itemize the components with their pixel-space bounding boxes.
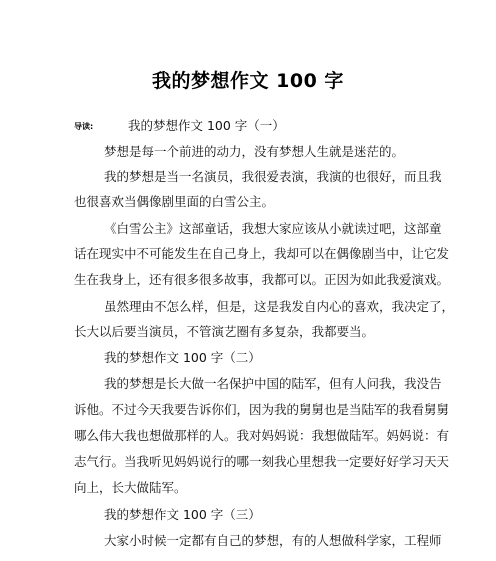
paragraph-line: 《白雪公主》这部童话，我想大家应该从小就读过吧，这部童	[104, 221, 442, 236]
paragraph-line: 志气行。当我听见妈妈说行的哪一刻我心里想我一定要好好学习天天	[74, 454, 450, 469]
paragraph-line: 话在现实中不可能发生在自己身上，我却可以在偶像剧当中，让它发	[74, 246, 450, 261]
section-heading-2: 我的梦想作文 100 字（二）	[104, 350, 261, 365]
paragraph-line: 诉他。不过今天我要告诉你们，因为我的舅舅也是当陆军的我看舅舅	[74, 402, 450, 417]
paragraph-line: 梦想是每一个前进的动力，没有梦想人生就是迷茫的。	[104, 144, 405, 159]
paragraph-line: 哪么伟大我也想做那样的人。我对妈妈说：我想做陆军。妈妈说：有	[74, 428, 450, 443]
document-title: 我的梦想作文 100 字	[152, 70, 344, 92]
paragraph-line: 也很喜欢当偶像剧里面的白雪公主。	[74, 194, 275, 209]
paragraph-line: 向上，长大做陆军。	[74, 480, 187, 495]
paragraph-line: 我的梦想是长大做一名保护中国的陆军，但有人问我，我没告	[104, 376, 442, 391]
guide-label: 导读:	[74, 122, 94, 131]
section-heading-3: 我的梦想作文 100 字（三）	[104, 507, 261, 522]
paragraph-line: 大家小时候一定都有自己的梦想，有的人想做科学家，工程师	[104, 533, 442, 548]
paragraph-line: 虽然理由不怎么样，但是，这是我发自内心的喜欢，我决定了，	[104, 299, 455, 314]
paragraph-line: 长大以后要当演员，不管演艺圈有多复杂，我都要当。	[74, 324, 375, 339]
paragraph-line: 我的梦想是当一名演员，我很爱表演，我演的也很好，而且我	[104, 169, 442, 184]
paragraph-line: 生在我身上，还有很多很多故事，我都可以。正因为如此我爱演戏。	[74, 272, 450, 287]
section-heading-1: 我的梦想作文 100 字（一）	[128, 118, 285, 133]
